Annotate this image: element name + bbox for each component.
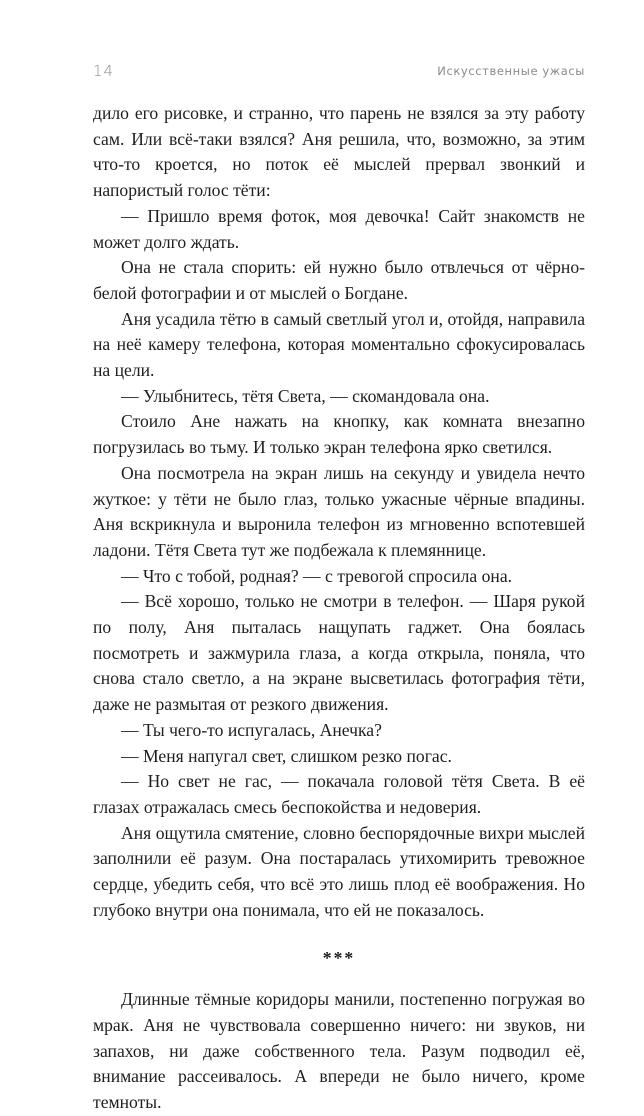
- paragraph: — Улыбнитесь, тётя Света, — скомандовала она.: [121, 385, 490, 406]
- running-header: [93, 62, 585, 82]
- paragraph: — Ты чего-то испугалась, Анечка?: [121, 719, 382, 740]
- page-body: [93, 101, 585, 1116]
- paragraph: Стоило Ане нажать на кнопку, как комната внезапно погрузилась во тьму. И только экран телефона ярко светился.: [93, 411, 585, 458]
- paragraph: — Всё хорошо, только не смотри в телефон. — Шаря рукой по полу, Аня пыталась нащупать гаджет. Она боялась посмотреть и зажмурила глаза, а когда открыла, поняла, что снова стало светло, а на экране высветилась фотография тёти, даже не размытая от резкого движения.: [93, 591, 585, 715]
- paragraph: — Но свет не гас, — покачала головой тётя Света. В её глазах отражалась смесь беспокойства и недоверия.: [93, 771, 585, 817]
- page-number: 14: [93, 62, 115, 80]
- paragraph: Она не стала спорить: ей нужно было отвлечься от чёрно-белой фотографии и от мыслей о Богдане.: [93, 257, 585, 303]
- section-separator: ***: [322, 947, 356, 968]
- paragraph: Она посмотрела на экран лишь на секунду и увидела нечто жуткое: у тёти не было глаз, только ужасные чёрные впадины. Аня вскрикнула и выронила телефон из мгновенно вспотевшей ладони. Тётя Света тут же подбежала к племяннице.: [93, 462, 585, 560]
- paragraph: дило его рисовке, и странно, что парень не взялся за эту работу сам. Или всё-таки взялся? Аня решила, что, возможно, за этим что-то кроется, но поток её мыслей прервал звонкий и напористый голос тёти:: [93, 103, 585, 201]
- paragraph: Аня усадила тётю в самый светлый угол и, отойдя, направила на неё камеру телефона, которая моментально сфокусировалась на цели.: [93, 308, 585, 381]
- paragraph: Длинные тёмные коридоры манили, постепенно погружая во мрак. Аня не чувствовала совершенно ничего: ни звуков, ни запахов, ни даже собственного тела. Разум подводил её, внимание рассеивалось. А впереди не было ничего, кроме темноты.: [93, 989, 585, 1113]
- paragraph: Аня ощутила смятение, словно беспорядочные вихри мыслей заполнили её разум. Она постаралась утихомирить тревожное сердце, убедить себя, что всё это лишь плод её воображения. Но глубоко внутри она понимала, что ей не показалось.: [93, 822, 585, 920]
- running-title: Искусственные ужасы: [437, 64, 585, 78]
- paragraph: — Меня напугал свет, слишком резко погас.: [121, 745, 452, 766]
- paragraph: — Пришло время фоток, моя девочка! Сайт знакомств не может долго ждать.: [93, 205, 585, 252]
- paragraph: — Что с тобой, родная? — с тревогой спросила она.: [121, 565, 513, 586]
